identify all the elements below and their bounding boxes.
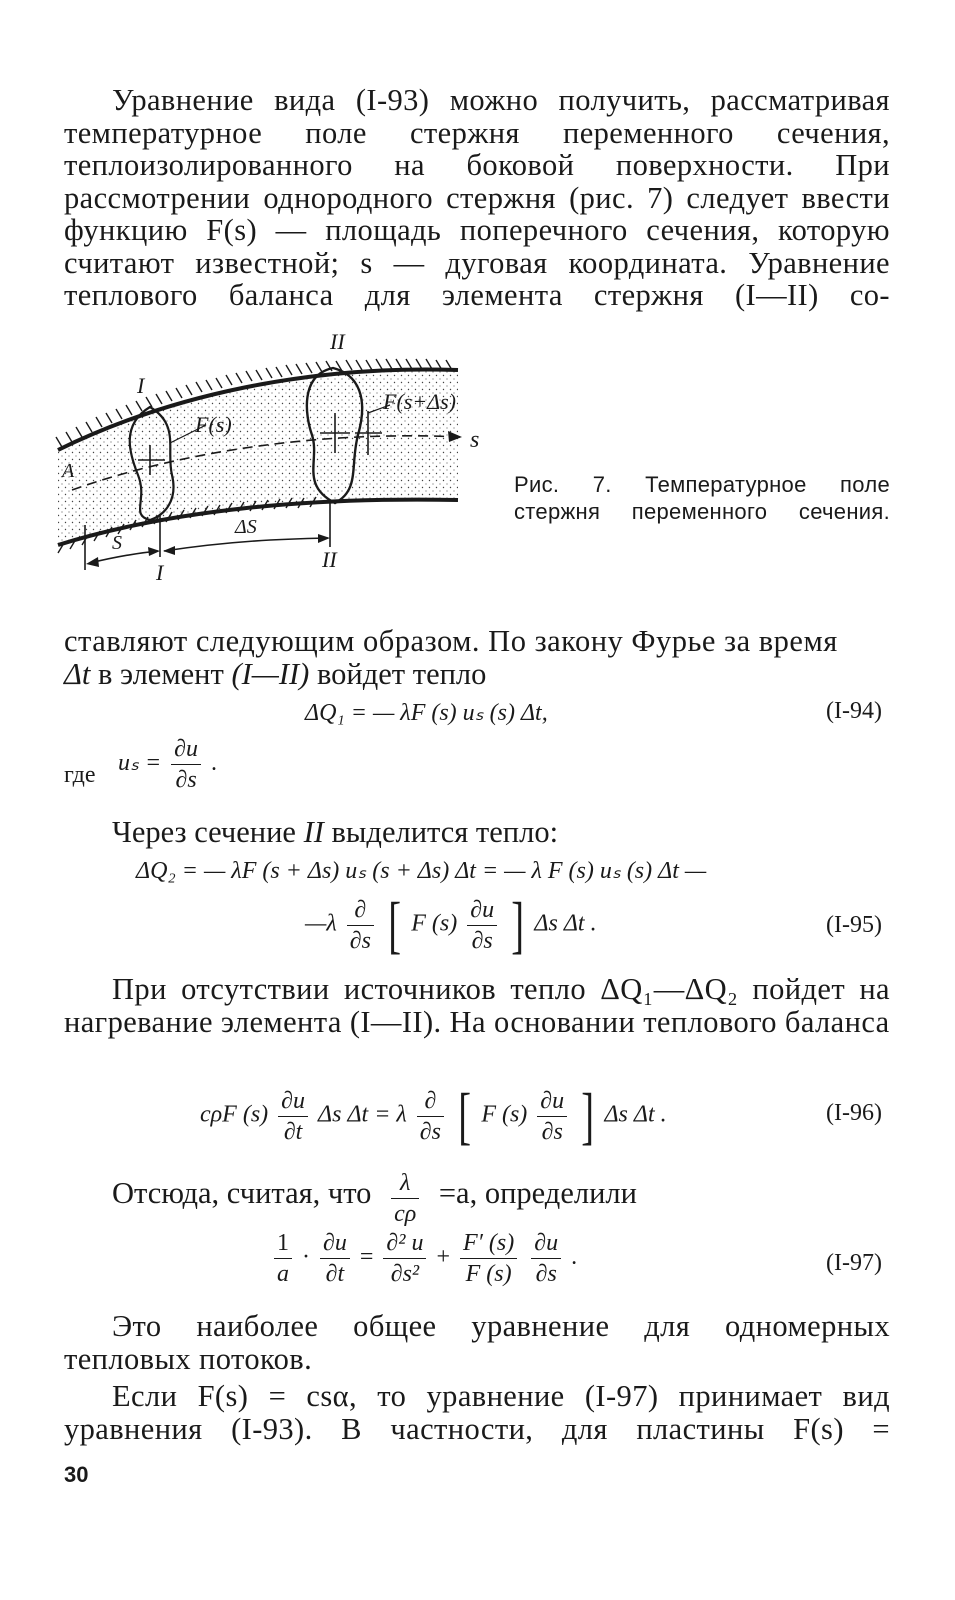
- paragraph-2-line-1: ставляют следующим образом. По закону Фурье за время: [64, 624, 838, 658]
- label-ds-bottom: ΔS: [235, 516, 257, 538]
- equation-I-94: ΔQ₁ = — λF (s) uₛ (s) Δt,: [305, 700, 548, 726]
- equation-label-I-94: (I-94): [826, 698, 882, 724]
- paragraph-3: Через сечение II выделится тепло:: [112, 815, 559, 849]
- figure-rod-variable-section: [50, 325, 490, 585]
- equation-I-95-line-1: ΔQ₂ = — λF (s + Δs) uₛ (s + Δs) Δt = — λ F (s) uₛ (s) Δt —: [136, 858, 707, 884]
- equation-I-96: cρF (s) $\frac{\partial u}{\partial t}$ Δs Δt = λ $\frac{\partial}{\partial s}$ [ F (s) $\frac{\partial u}{\partial s}$ ] Δs Δt .: [200, 1080, 667, 1151]
- equation-us-def: uₛ = $\frac{\partial u}{\partial s}$ .: [118, 736, 218, 793]
- label-I-top: I: [137, 373, 145, 398]
- label-s-axis: s: [470, 427, 480, 453]
- page-number: 30: [64, 1462, 89, 1487]
- paragraph-6: Это наиболее общее уравнение для одномерных тепловых потоков.: [64, 1309, 890, 1376]
- label-II-top: II: [330, 329, 345, 354]
- equation-I-95-line-2: —λ $\frac{\partial}{\partial s}$ [ F (s) $\frac{\partial u}{\partial s}$ ] Δs Δt .: [305, 889, 597, 960]
- label-II-bottom: II: [322, 547, 337, 572]
- label-I-bottom: I: [156, 560, 164, 585]
- equation-label-I-96: (I-96): [826, 1100, 882, 1126]
- equation-label-I-97: (I-97): [826, 1250, 882, 1276]
- paragraph-4: При отсутствии источников тепло ΔQ₁—ΔQ₂ пойдет на нагревание элемента (I—II). На основании теплового баланса: [64, 972, 890, 1039]
- label-A: A: [62, 460, 75, 482]
- figure-caption: Рис. 7. Температурное поле стержня переменного сечения.: [514, 472, 890, 524]
- delta-t: Δt: [64, 657, 91, 691]
- equation-label-I-95: (I-95): [826, 912, 882, 938]
- word-gde: где: [64, 762, 96, 788]
- label-F-s-plus-ds: F(s+Δs): [383, 389, 456, 414]
- label-F-s: F(s): [195, 412, 232, 437]
- paragraph-5: Отсюда, считая, что $\frac{\lambda}{c\rho}$ =a, определили: [112, 1170, 637, 1227]
- paragraph-intro: Уравнение вида (I-93) можно получить, рассматривая температурное поле стержня переменного сечения, теплоизолированного на боковой поверхности. При рассмотрении однородного стержня (рис. 7) следует ввести функцию F(s) — площадь поперечного сечения, которую считают известной; s — дуговая координата. Уравнение теплового баланса для элемента стержня (I—II) со-: [64, 83, 890, 312]
- label-s-bottom: S: [112, 532, 122, 554]
- paragraph-2-line-2: Δt в элемент (I—II) войдет тепло: [64, 657, 487, 691]
- equation-I-97: $\frac{1}{a}$ · $\frac{\partial u}{\partial t}$ = $\frac{\text{∂² u}}{\text{∂s²}}$ + $\frac{F' (s)}{F (s)}$ $\frac{\partial u}{\partial s}$ .: [270, 1230, 577, 1287]
- paragraph-7: Если F(s) = csα, то уравнение (I-97) принимает вид уравнения (I-93). В частности, для пластины F(s) =: [64, 1379, 890, 1446]
